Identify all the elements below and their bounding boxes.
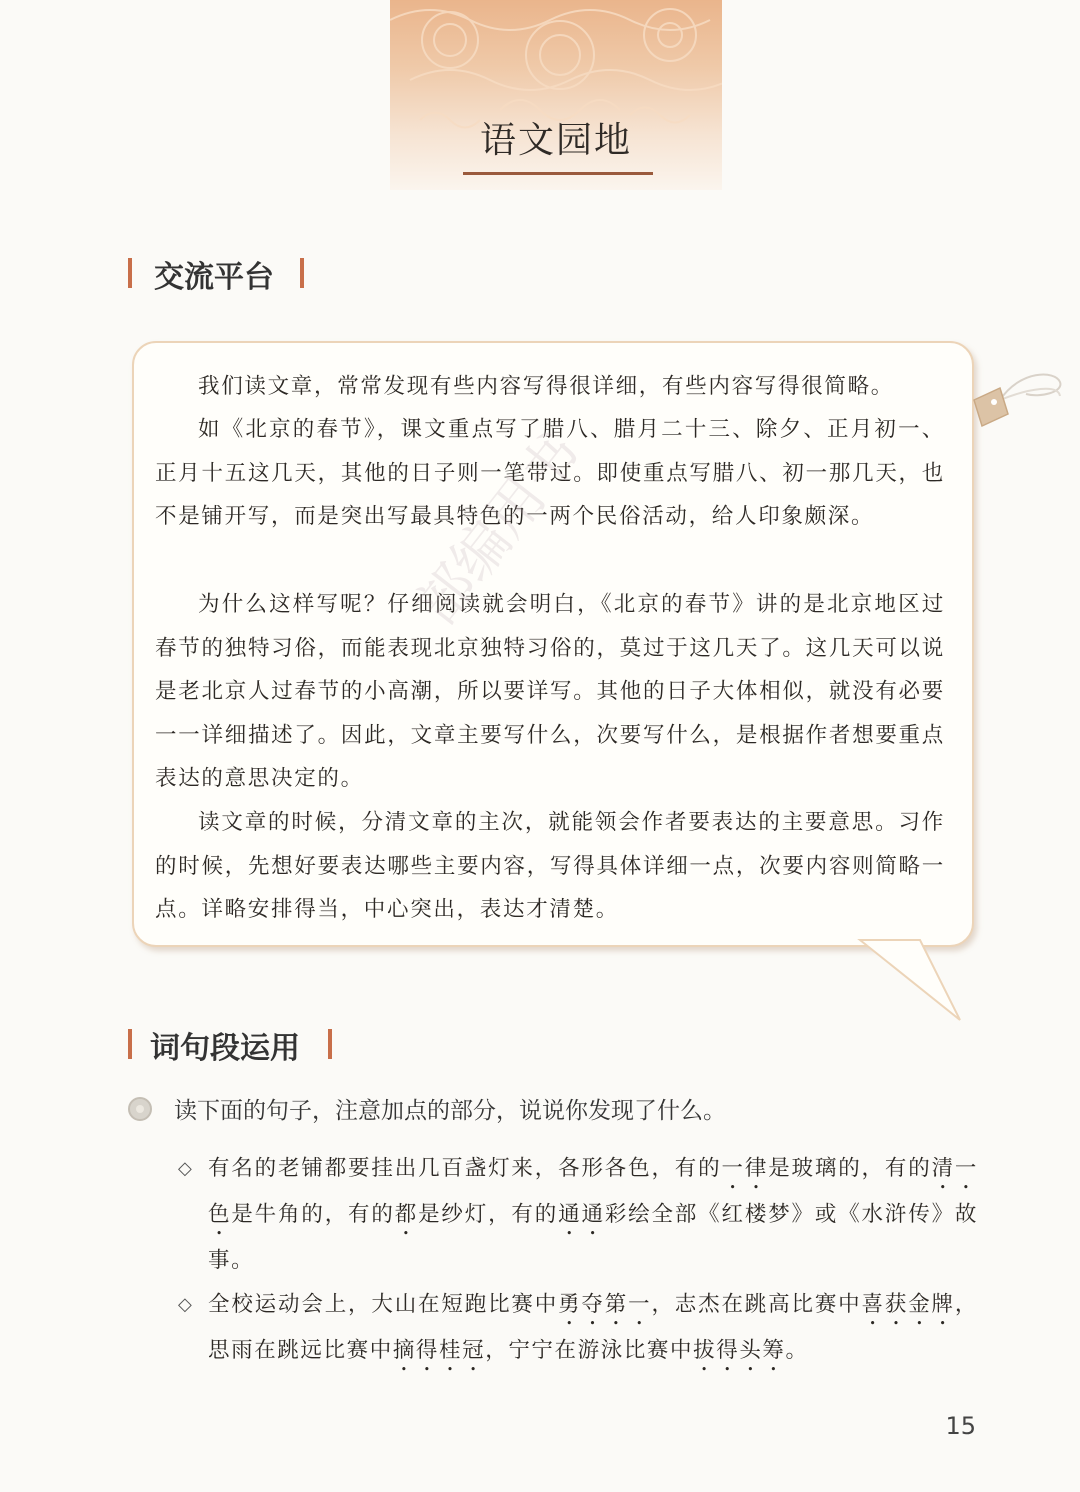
example-sentence-2 [178, 1284, 978, 1376]
emphasized-phrase: 勇夺第一 [558, 1292, 652, 1317]
speech-bubble-tail [850, 930, 970, 1030]
text-fragment: 。 [785, 1338, 809, 1363]
emphasized-phrase: 摘得桂冠 [392, 1338, 486, 1363]
right-bar [328, 1029, 332, 1059]
text-fragment: 彩绘全部《红楼梦》或《水浒传》故事。 [208, 1202, 979, 1273]
text-fragment: 全校运动会上，大山在短跑比赛中 [208, 1292, 559, 1317]
example-list [178, 1148, 978, 1378]
section-header-exchange [128, 252, 318, 295]
section-header-usage [128, 1023, 348, 1066]
page-title: 语文园地 [479, 120, 632, 161]
emphasized-phrase: 清一色 [208, 1156, 979, 1227]
text-fragment: 是牛角的，有的 [231, 1202, 395, 1227]
diamond-bullet-icon: ◇ [178, 1294, 194, 1315]
emphasized-phrase: 通通 [558, 1202, 605, 1227]
text-fragment: 是玻璃的，有的 [768, 1156, 932, 1181]
exercise-instruction: 读下面的句子，注意加点的部分，说说你发现了什么。 [174, 1098, 726, 1124]
watermark: 部编用书 [404, 420, 594, 638]
page-number: 15 [945, 1412, 976, 1440]
discussion-paragraph-4: 读文章的时候，分清文章的主次，就能领会作者要表达的主要意思。习作的时候，先想好要表达哪些主要内容，写得具体详细一点，次要内容则简略一点。详略安排得当，中心突出，表达才清楚。 [155, 810, 945, 922]
section-title: 词句段运用 [150, 1031, 300, 1066]
text-fragment: ，思雨在跳远比赛中 [208, 1292, 978, 1363]
emphasized-phrase: 拔得头筹 [693, 1338, 786, 1363]
exercise-number-icon [128, 1097, 152, 1121]
text-fragment: ，宁宁在游泳比赛中 [485, 1338, 694, 1363]
text-fragment: 是纱灯，有的 [418, 1202, 559, 1227]
emphasized-phrase: 喜获金牌 [861, 1292, 955, 1317]
text-fragment: 有名的老铺都要挂出几百盏灯来，各形各色，有的 [208, 1156, 722, 1181]
section-title: 交流平台 [154, 260, 274, 295]
text-fragment: ，志杰在跳高比赛中 [651, 1292, 862, 1317]
discussion-paragraph-2: 如《北京的春节》，课文重点写了腊八、腊月二十三、除夕、正月初一、正月十五这几天，其他的日子则一笔带过。即使重点写腊八、初一那几天，也不是铺开写，而是突出写最具特色的一两个民俗活动，给人印象颇深。 [155, 417, 945, 529]
tag-icon [960, 360, 1070, 460]
emphasized-phrase: 一律 [721, 1156, 769, 1181]
title-underline [463, 172, 653, 175]
discussion-paragraph-1: 我们读文章，常常发现有些内容写得很详细，有些内容写得很简略。 [198, 374, 895, 399]
left-bar [128, 1029, 132, 1059]
emphasized-phrase: 都 [394, 1202, 419, 1227]
diamond-bullet-icon: ◇ [178, 1158, 194, 1179]
right-bar [300, 258, 304, 288]
discussion-paragraph-3: 为什么这样写呢？仔细阅读就会明白，《北京的春节》讲的是北京地区过春节的独特习俗，而能表现北京独特习俗的，莫过于这几天了。这几天可以说是老北京人过春节的小高潮，所以要详写。其他的日子大体相似，就没有必要一一详细描述了。因此，文章主要写什么，次要写什么，是根据作者想要重点表达的意思决定的。 [155, 592, 945, 791]
example-sentence-1 [178, 1148, 978, 1282]
left-bar [128, 258, 132, 288]
